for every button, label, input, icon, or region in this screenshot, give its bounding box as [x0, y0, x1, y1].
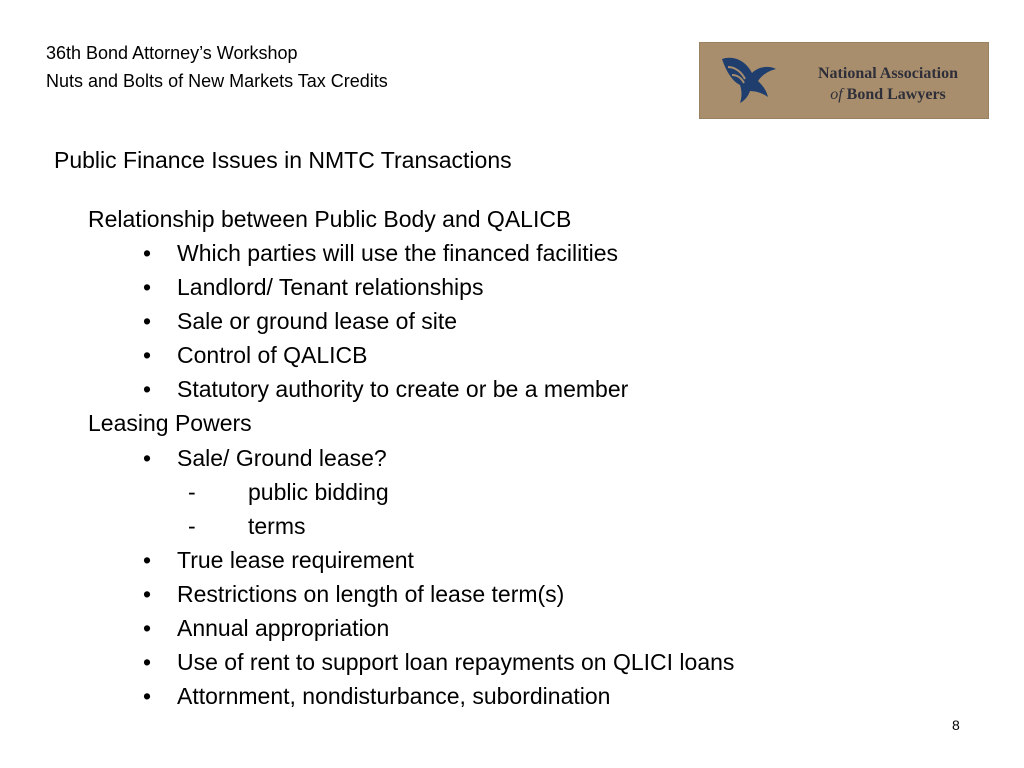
logo-line-1: National Association: [817, 65, 958, 82]
bullet-item: Which parties will use the financed facilities: [177, 240, 619, 266]
sub-bullet-item: terms: [248, 513, 306, 539]
bullet-marker: •: [143, 376, 152, 402]
slide-number: 8: [952, 717, 960, 733]
bullet-marker: •: [143, 615, 152, 641]
bullet-item: Statutory authority to create or be a member: [177, 376, 629, 402]
bullet-item: Restrictions on length of lease term(s): [177, 581, 565, 607]
bullet-marker: •: [143, 274, 152, 300]
logo-wordmark: [798, 63, 978, 105]
bullet-item: Attornment, nondisturbance, subordination: [177, 683, 611, 709]
bullet-marker: •: [143, 445, 152, 471]
header-session-title: Nuts and Bolts of New Markets Tax Credits: [46, 71, 388, 91]
sub-bullet-marker: -: [188, 479, 196, 505]
bullet-marker: •: [143, 308, 152, 334]
section-heading: Leasing Powers: [88, 410, 252, 436]
bullet-item: Annual appropriation: [177, 615, 390, 641]
bullet-marker: •: [143, 547, 152, 573]
logo-line-2-rest: Bond Lawyers: [846, 86, 946, 103]
header-workshop-title: 36th Bond Attorney’s Workshop: [46, 43, 298, 63]
bullet-item: Control of QALICB: [177, 342, 368, 368]
bullet-marker: •: [143, 240, 152, 266]
bullet-item: Sale/ Ground lease?: [177, 445, 387, 471]
bullet-marker: •: [143, 342, 152, 368]
bullet-item: Use of rent to support loan repayments on QLICI loans: [177, 649, 735, 675]
bullet-marker: •: [143, 649, 152, 675]
slide-title: Public Finance Issues in NMTC Transactions: [54, 147, 512, 173]
bullet-marker: •: [143, 581, 152, 607]
bullet-marker: •: [143, 683, 152, 709]
eagle-icon: [718, 53, 780, 105]
section-heading: Relationship between Public Body and QALICB: [88, 206, 572, 232]
sub-bullet-marker: -: [188, 513, 196, 539]
nabl-logo: [699, 42, 989, 119]
logo-line-2-italic: of: [830, 86, 843, 103]
bullet-item: True lease requirement: [177, 547, 414, 573]
sub-bullet-item: public bidding: [248, 479, 389, 505]
bullet-item: Landlord/ Tenant relationships: [177, 274, 484, 300]
bullet-item: Sale or ground lease of site: [177, 308, 458, 334]
logo-line-2: [798, 84, 978, 105]
